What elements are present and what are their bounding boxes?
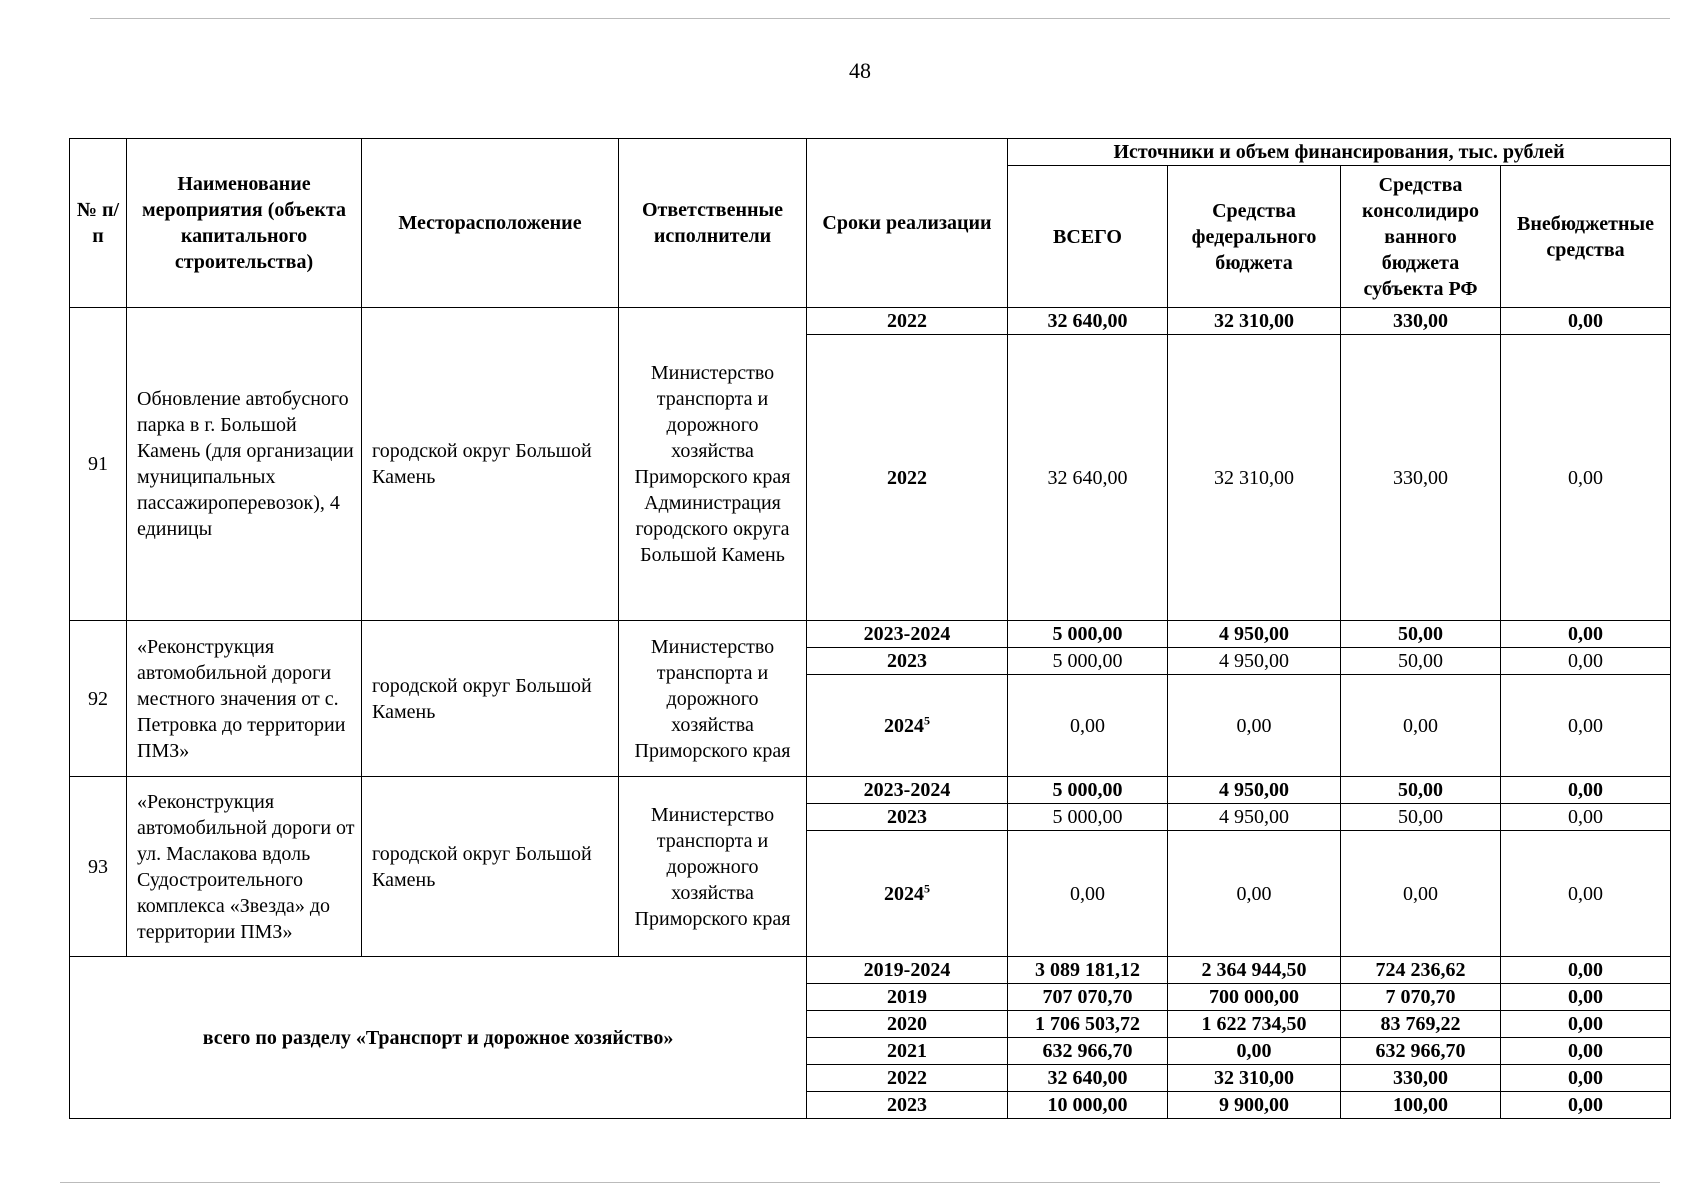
totals-consolidated: 100,00 xyxy=(1341,1092,1501,1119)
row-consolidated: 50,00 xyxy=(1341,621,1501,648)
totals-extra: 0,00 xyxy=(1501,984,1671,1011)
row-total: 32 640,00 xyxy=(1008,335,1168,621)
footnote-mark: 5 xyxy=(924,712,930,727)
totals-extra: 0,00 xyxy=(1501,1011,1671,1038)
row-total: 0,00 xyxy=(1008,675,1168,777)
totals-federal: 2 364 944,50 xyxy=(1168,957,1341,984)
header-executors: Ответственные исполнители xyxy=(619,139,807,308)
scan-artifact-bottom xyxy=(60,1182,1660,1183)
totals-extra: 0,00 xyxy=(1501,1038,1671,1065)
row-name: «Реконструкция автомобильной дороги местного значения от с. Петровка до территории ПМЗ» xyxy=(127,621,362,777)
row-location: городской округ Большой Камень xyxy=(362,621,619,777)
row-federal: 32 310,00 xyxy=(1168,335,1341,621)
row-federal: 32 310,00 xyxy=(1168,308,1341,335)
row-extra: 0,00 xyxy=(1501,804,1671,831)
row-location: городской округ Большой Камень xyxy=(362,777,619,957)
row-extra: 0,00 xyxy=(1501,621,1671,648)
row-term: 2023 xyxy=(807,804,1008,831)
term-year: 2024 xyxy=(884,714,924,737)
row-federal: 0,00 xyxy=(1168,675,1341,777)
row-num: 93 xyxy=(70,777,127,957)
totals-total: 707 070,70 xyxy=(1008,984,1168,1011)
header-extra: Внебюджетные средства xyxy=(1501,166,1671,308)
footnote-mark: 5 xyxy=(924,880,930,895)
table-row xyxy=(70,308,1671,335)
row-total: 5 000,00 xyxy=(1008,648,1168,675)
totals-consolidated: 724 236,62 xyxy=(1341,957,1501,984)
row-consolidated: 50,00 xyxy=(1341,777,1501,804)
header-funding-group: Источники и объем финансирования, тыс. рублей xyxy=(1008,139,1671,166)
row-consolidated: 330,00 xyxy=(1341,308,1501,335)
totals-total: 32 640,00 xyxy=(1008,1065,1168,1092)
row-extra: 0,00 xyxy=(1501,831,1671,957)
row-extra: 0,00 xyxy=(1501,648,1671,675)
row-consolidated: 330,00 xyxy=(1341,335,1501,621)
row-term xyxy=(807,831,1008,957)
row-term: 2023 xyxy=(807,648,1008,675)
header-total: ВСЕГО xyxy=(1008,166,1168,308)
totals-term: 2019-2024 xyxy=(807,957,1008,984)
totals-consolidated: 632 966,70 xyxy=(1341,1038,1501,1065)
row-consolidated: 0,00 xyxy=(1341,675,1501,777)
row-location: городской округ Большой Камень xyxy=(362,308,619,621)
row-executors: Министерство транспорта и дорожного хозяйства Приморского края xyxy=(619,621,807,777)
totals-label: всего по разделу «Транспорт и дорожное хозяйство» xyxy=(70,957,807,1119)
row-executors: Министерство транспорта и дорожного хозяйства Приморского края Администрация городского округа Большой Камень xyxy=(619,308,807,621)
totals-term: 2020 xyxy=(807,1011,1008,1038)
totals-federal: 700 000,00 xyxy=(1168,984,1341,1011)
header-name: Наименование мероприятия (объекта капитального строительства) xyxy=(127,139,362,308)
totals-federal: 0,00 xyxy=(1168,1038,1341,1065)
totals-consolidated: 330,00 xyxy=(1341,1065,1501,1092)
header-location: Месторасположение xyxy=(362,139,619,308)
row-extra: 0,00 xyxy=(1501,308,1671,335)
totals-row xyxy=(70,957,1671,984)
row-num: 91 xyxy=(70,308,127,621)
row-federal: 4 950,00 xyxy=(1168,648,1341,675)
totals-total: 632 966,70 xyxy=(1008,1038,1168,1065)
totals-total: 1 706 503,72 xyxy=(1008,1011,1168,1038)
row-consolidated: 0,00 xyxy=(1341,831,1501,957)
header-consolidated: Средства консолидиро ванного бюджета субъекта РФ xyxy=(1341,166,1501,308)
totals-extra: 0,00 xyxy=(1501,957,1671,984)
totals-federal: 1 622 734,50 xyxy=(1168,1011,1341,1038)
row-term: 2023-2024 xyxy=(807,777,1008,804)
row-federal: 4 950,00 xyxy=(1168,777,1341,804)
row-federal: 4 950,00 xyxy=(1168,621,1341,648)
row-name: «Реконструкция автомобильной дороги от ул. Маслакова вдоль Судостроительного комплекса «Звезда» до территории ПМЗ» xyxy=(127,777,362,957)
row-federal: 4 950,00 xyxy=(1168,804,1341,831)
totals-extra: 0,00 xyxy=(1501,1092,1671,1119)
header-row-1 xyxy=(70,139,1671,166)
row-executors: Министерство транспорта и дорожного хозяйства Приморского края xyxy=(619,777,807,957)
financing-table xyxy=(69,138,1671,1119)
row-federal: 0,00 xyxy=(1168,831,1341,957)
row-total: 32 640,00 xyxy=(1008,308,1168,335)
table-row xyxy=(70,621,1671,648)
row-extra: 0,00 xyxy=(1501,335,1671,621)
totals-consolidated: 7 070,70 xyxy=(1341,984,1501,1011)
header-terms: Сроки реализации xyxy=(807,139,1008,308)
totals-total: 3 089 181,12 xyxy=(1008,957,1168,984)
row-total: 5 000,00 xyxy=(1008,804,1168,831)
row-num: 92 xyxy=(70,621,127,777)
row-total: 5 000,00 xyxy=(1008,621,1168,648)
totals-term: 2023 xyxy=(807,1092,1008,1119)
term-year: 2024 xyxy=(884,882,924,905)
row-term: 2022 xyxy=(807,308,1008,335)
totals-federal: 32 310,00 xyxy=(1168,1065,1341,1092)
header-num: № п/п xyxy=(70,139,127,308)
row-total: 0,00 xyxy=(1008,831,1168,957)
totals-term: 2019 xyxy=(807,984,1008,1011)
row-term: 2022 xyxy=(807,335,1008,621)
page-number: 48 xyxy=(849,58,871,83)
row-extra: 0,00 xyxy=(1501,675,1671,777)
totals-term: 2022 xyxy=(807,1065,1008,1092)
totals-term: 2021 xyxy=(807,1038,1008,1065)
row-term xyxy=(807,675,1008,777)
totals-consolidated: 83 769,22 xyxy=(1341,1011,1501,1038)
scan-artifact-top xyxy=(90,18,1670,19)
totals-total: 10 000,00 xyxy=(1008,1092,1168,1119)
totals-extra: 0,00 xyxy=(1501,1065,1671,1092)
row-total: 5 000,00 xyxy=(1008,777,1168,804)
row-extra: 0,00 xyxy=(1501,777,1671,804)
row-name: Обновление автобусного парка в г. Большой Камень (для организации муниципальных пассажироперевозок), 4 единицы xyxy=(127,308,362,621)
table-row xyxy=(70,777,1671,804)
totals-federal: 9 900,00 xyxy=(1168,1092,1341,1119)
row-consolidated: 50,00 xyxy=(1341,648,1501,675)
header-federal: Средства федерального бюджета xyxy=(1168,166,1341,308)
row-consolidated: 50,00 xyxy=(1341,804,1501,831)
row-term: 2023-2024 xyxy=(807,621,1008,648)
